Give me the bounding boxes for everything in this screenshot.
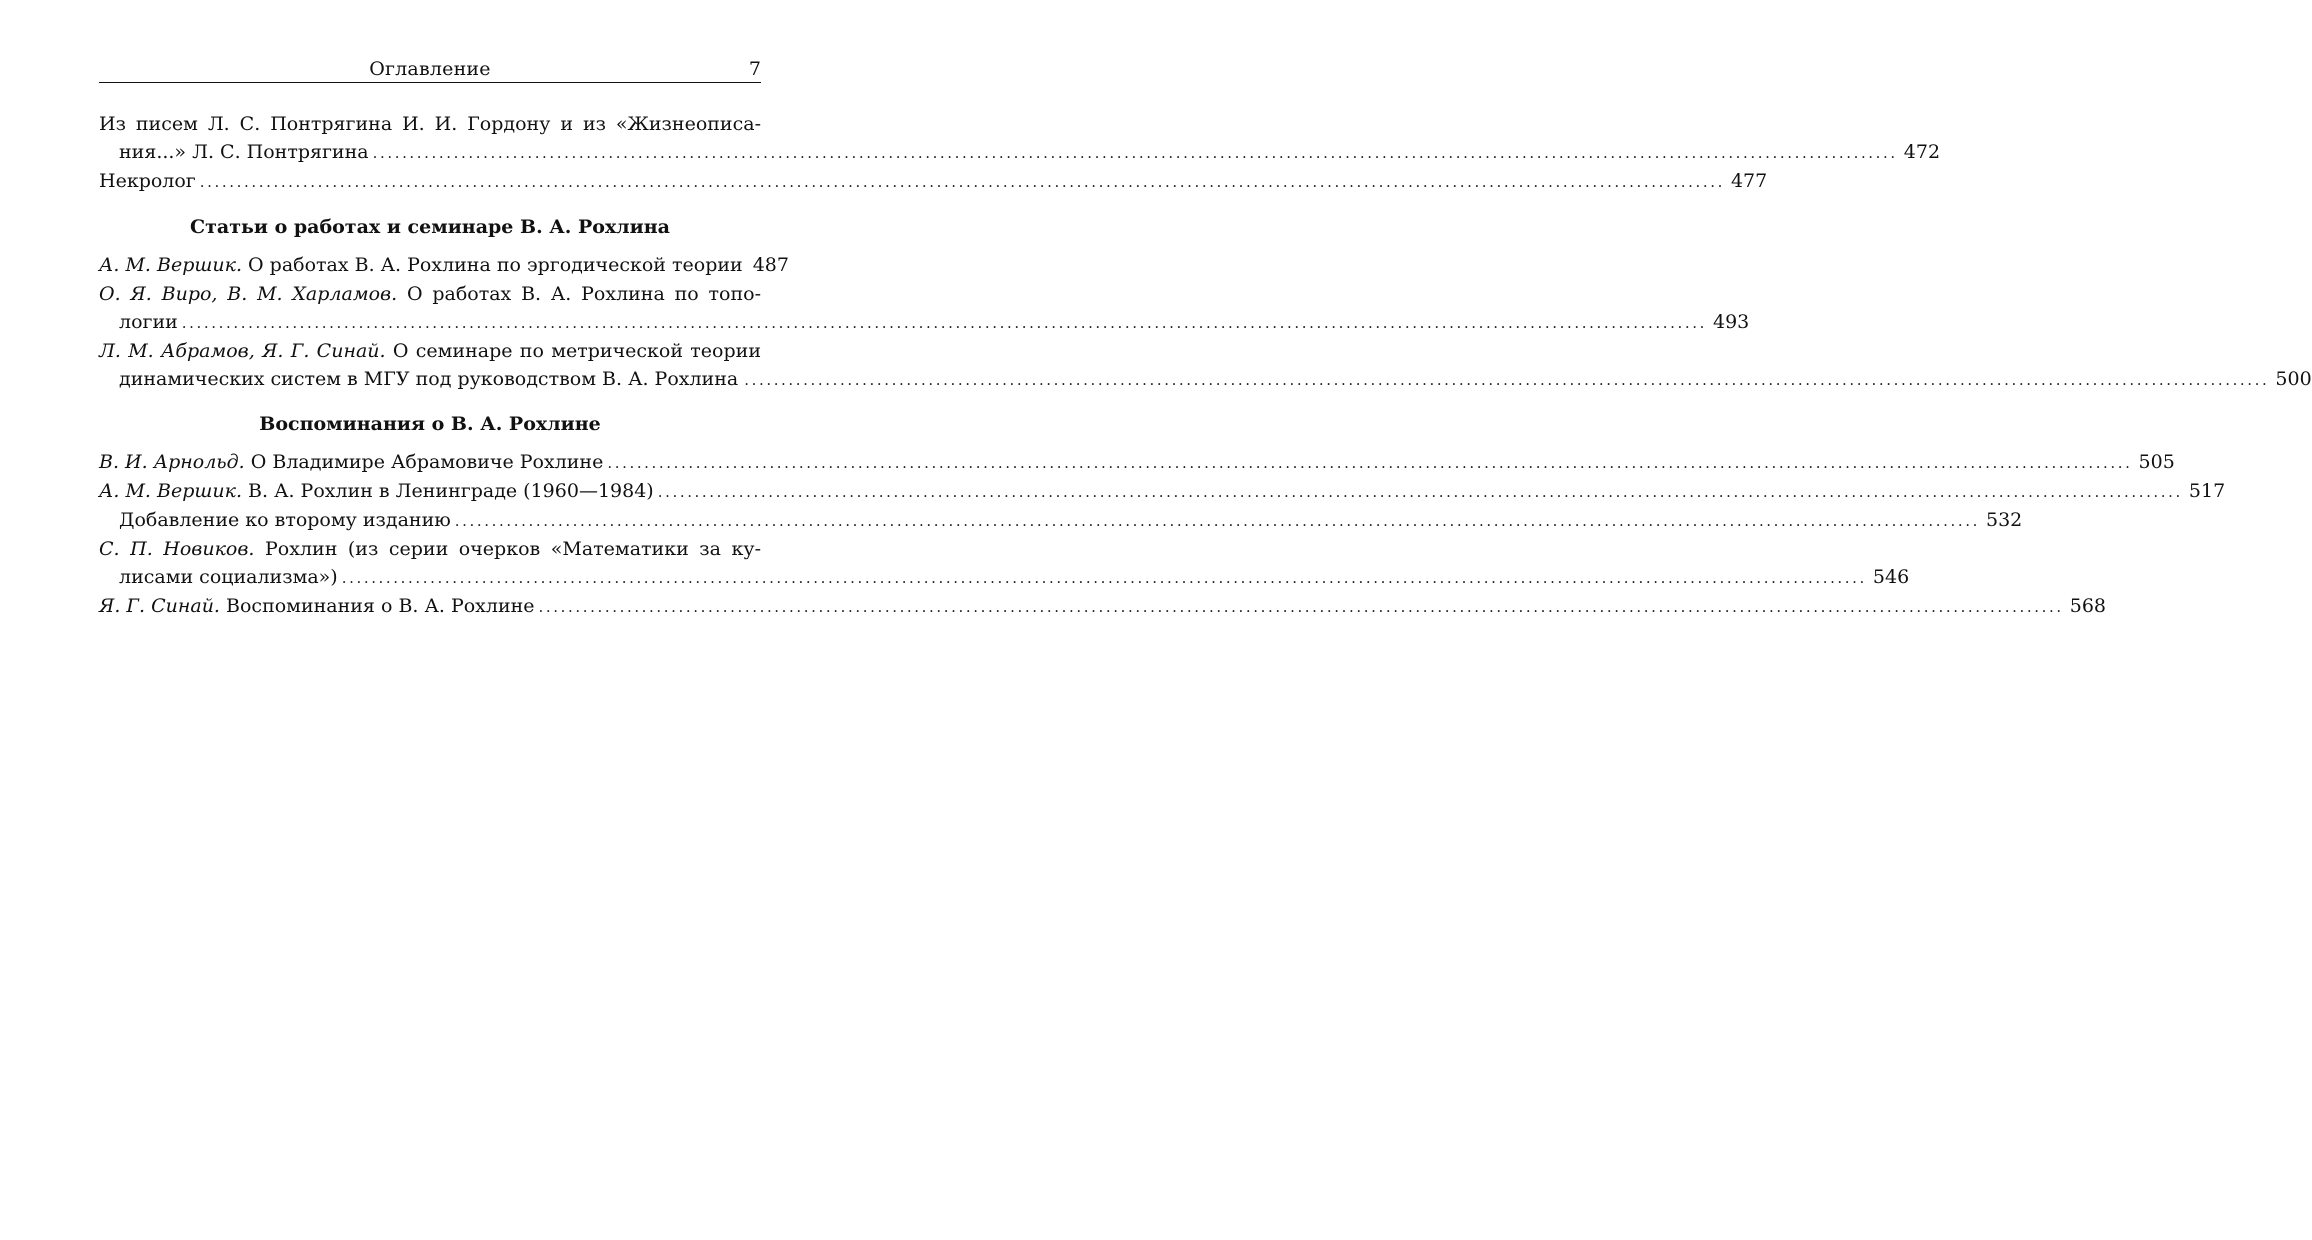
toc-entry-title: Рохлин (из серии очерков «Математики за ку- xyxy=(265,538,761,560)
toc-page-number: 500 xyxy=(2275,368,2312,390)
toc-entry-title: О работах В. А. Рохлина по эргодической теории xyxy=(248,254,743,276)
toc-entry-obituary[interactable] xyxy=(99,167,1768,196)
section-heading: Статьи о работах и семинаре В. А. Рохлина xyxy=(190,216,670,238)
toc-page-number: 568 xyxy=(2069,595,2106,617)
dot-leader xyxy=(200,167,1725,196)
toc-entry-pontryagin-letters[interactable] xyxy=(99,110,1941,167)
toc-entry-title: Воспоминания о В. А. Рохлине xyxy=(226,595,535,617)
toc-entry-text: Добавление ко второму изданию xyxy=(119,509,451,531)
toc-entry-title: логии xyxy=(119,311,178,333)
toc-entry-title: О работах В. А. Рохлина по топо- xyxy=(406,283,761,305)
toc-entry-author: А. М. Вершик. xyxy=(99,480,242,502)
page-number: 7 xyxy=(748,58,761,80)
toc-entry-title: О семинаре по метрической теории xyxy=(392,340,761,362)
dot-leader xyxy=(182,308,1707,337)
toc-entry-author: Я. Г. Синай. xyxy=(99,595,220,617)
dot-leader xyxy=(607,448,2132,477)
toc-entry-title: лисами социализма») xyxy=(119,566,338,588)
dot-leader xyxy=(455,506,1980,535)
toc-entry-vershik-leningrad[interactable] xyxy=(99,477,2226,506)
toc-entry-title: динамических систем в МГУ под руководством В. А. Рохлина xyxy=(119,368,739,390)
toc-page-number: 493 xyxy=(1713,311,1750,333)
toc-entry-author: Л. М. Абрамов, Я. Г. Синай. xyxy=(99,340,386,362)
toc-entry-text: Некролог xyxy=(99,170,196,192)
toc-page-number: 472 xyxy=(1903,141,1941,163)
toc-page-number: 505 xyxy=(2138,451,2175,473)
toc-entry-vershik-ergodic[interactable] xyxy=(99,251,789,280)
toc-entry-title: В. А. Рохлин в Ленинграде (1960—1984) xyxy=(248,480,654,502)
toc-entry-addendum[interactable] xyxy=(99,506,2023,535)
toc-entry-author: А. М. Вершик. xyxy=(99,254,242,276)
toc-page-number: 487 xyxy=(752,254,789,276)
toc-page-number: 532 xyxy=(1986,509,2023,531)
toc-entry-author: О. Я. Виро, В. М. Харламов. xyxy=(99,283,398,305)
toc-entry-author: В. И. Арнольд. xyxy=(99,451,245,473)
toc-entry-sinai[interactable] xyxy=(99,592,2106,621)
toc-entry-viro-kharlamov[interactable] xyxy=(99,280,1750,337)
toc-entry-text: ния...» Л. С. Понтрягина xyxy=(119,141,369,163)
running-head xyxy=(99,56,761,83)
dot-leader xyxy=(342,563,1867,592)
dot-leader xyxy=(744,365,2269,394)
toc-entry-abramov-sinai[interactable] xyxy=(99,337,2312,394)
toc-entry-text: Из писем Л. С. Понтрягина И. И. Гордону и из «Жизнеописа- xyxy=(99,113,761,135)
toc-page-number: 477 xyxy=(1730,170,1768,192)
toc-entry-novikov[interactable] xyxy=(99,535,1910,592)
toc-entry-author: С. П. Новиков. xyxy=(99,538,255,560)
toc-page-number: 517 xyxy=(2188,480,2226,502)
dot-leader xyxy=(539,592,2064,621)
section-heading: Воспоминания о В. А. Рохлине xyxy=(259,413,601,435)
dot-leader xyxy=(658,477,2183,506)
toc-entry-arnold[interactable] xyxy=(99,448,2175,477)
running-head-title: Оглавление xyxy=(369,58,491,80)
table-of-contents xyxy=(99,110,2312,621)
dot-leader xyxy=(373,138,1898,167)
toc-entry-title: О Владимире Абрамовиче Рохлине xyxy=(250,451,604,473)
toc-page-number: 546 xyxy=(1872,566,1910,588)
